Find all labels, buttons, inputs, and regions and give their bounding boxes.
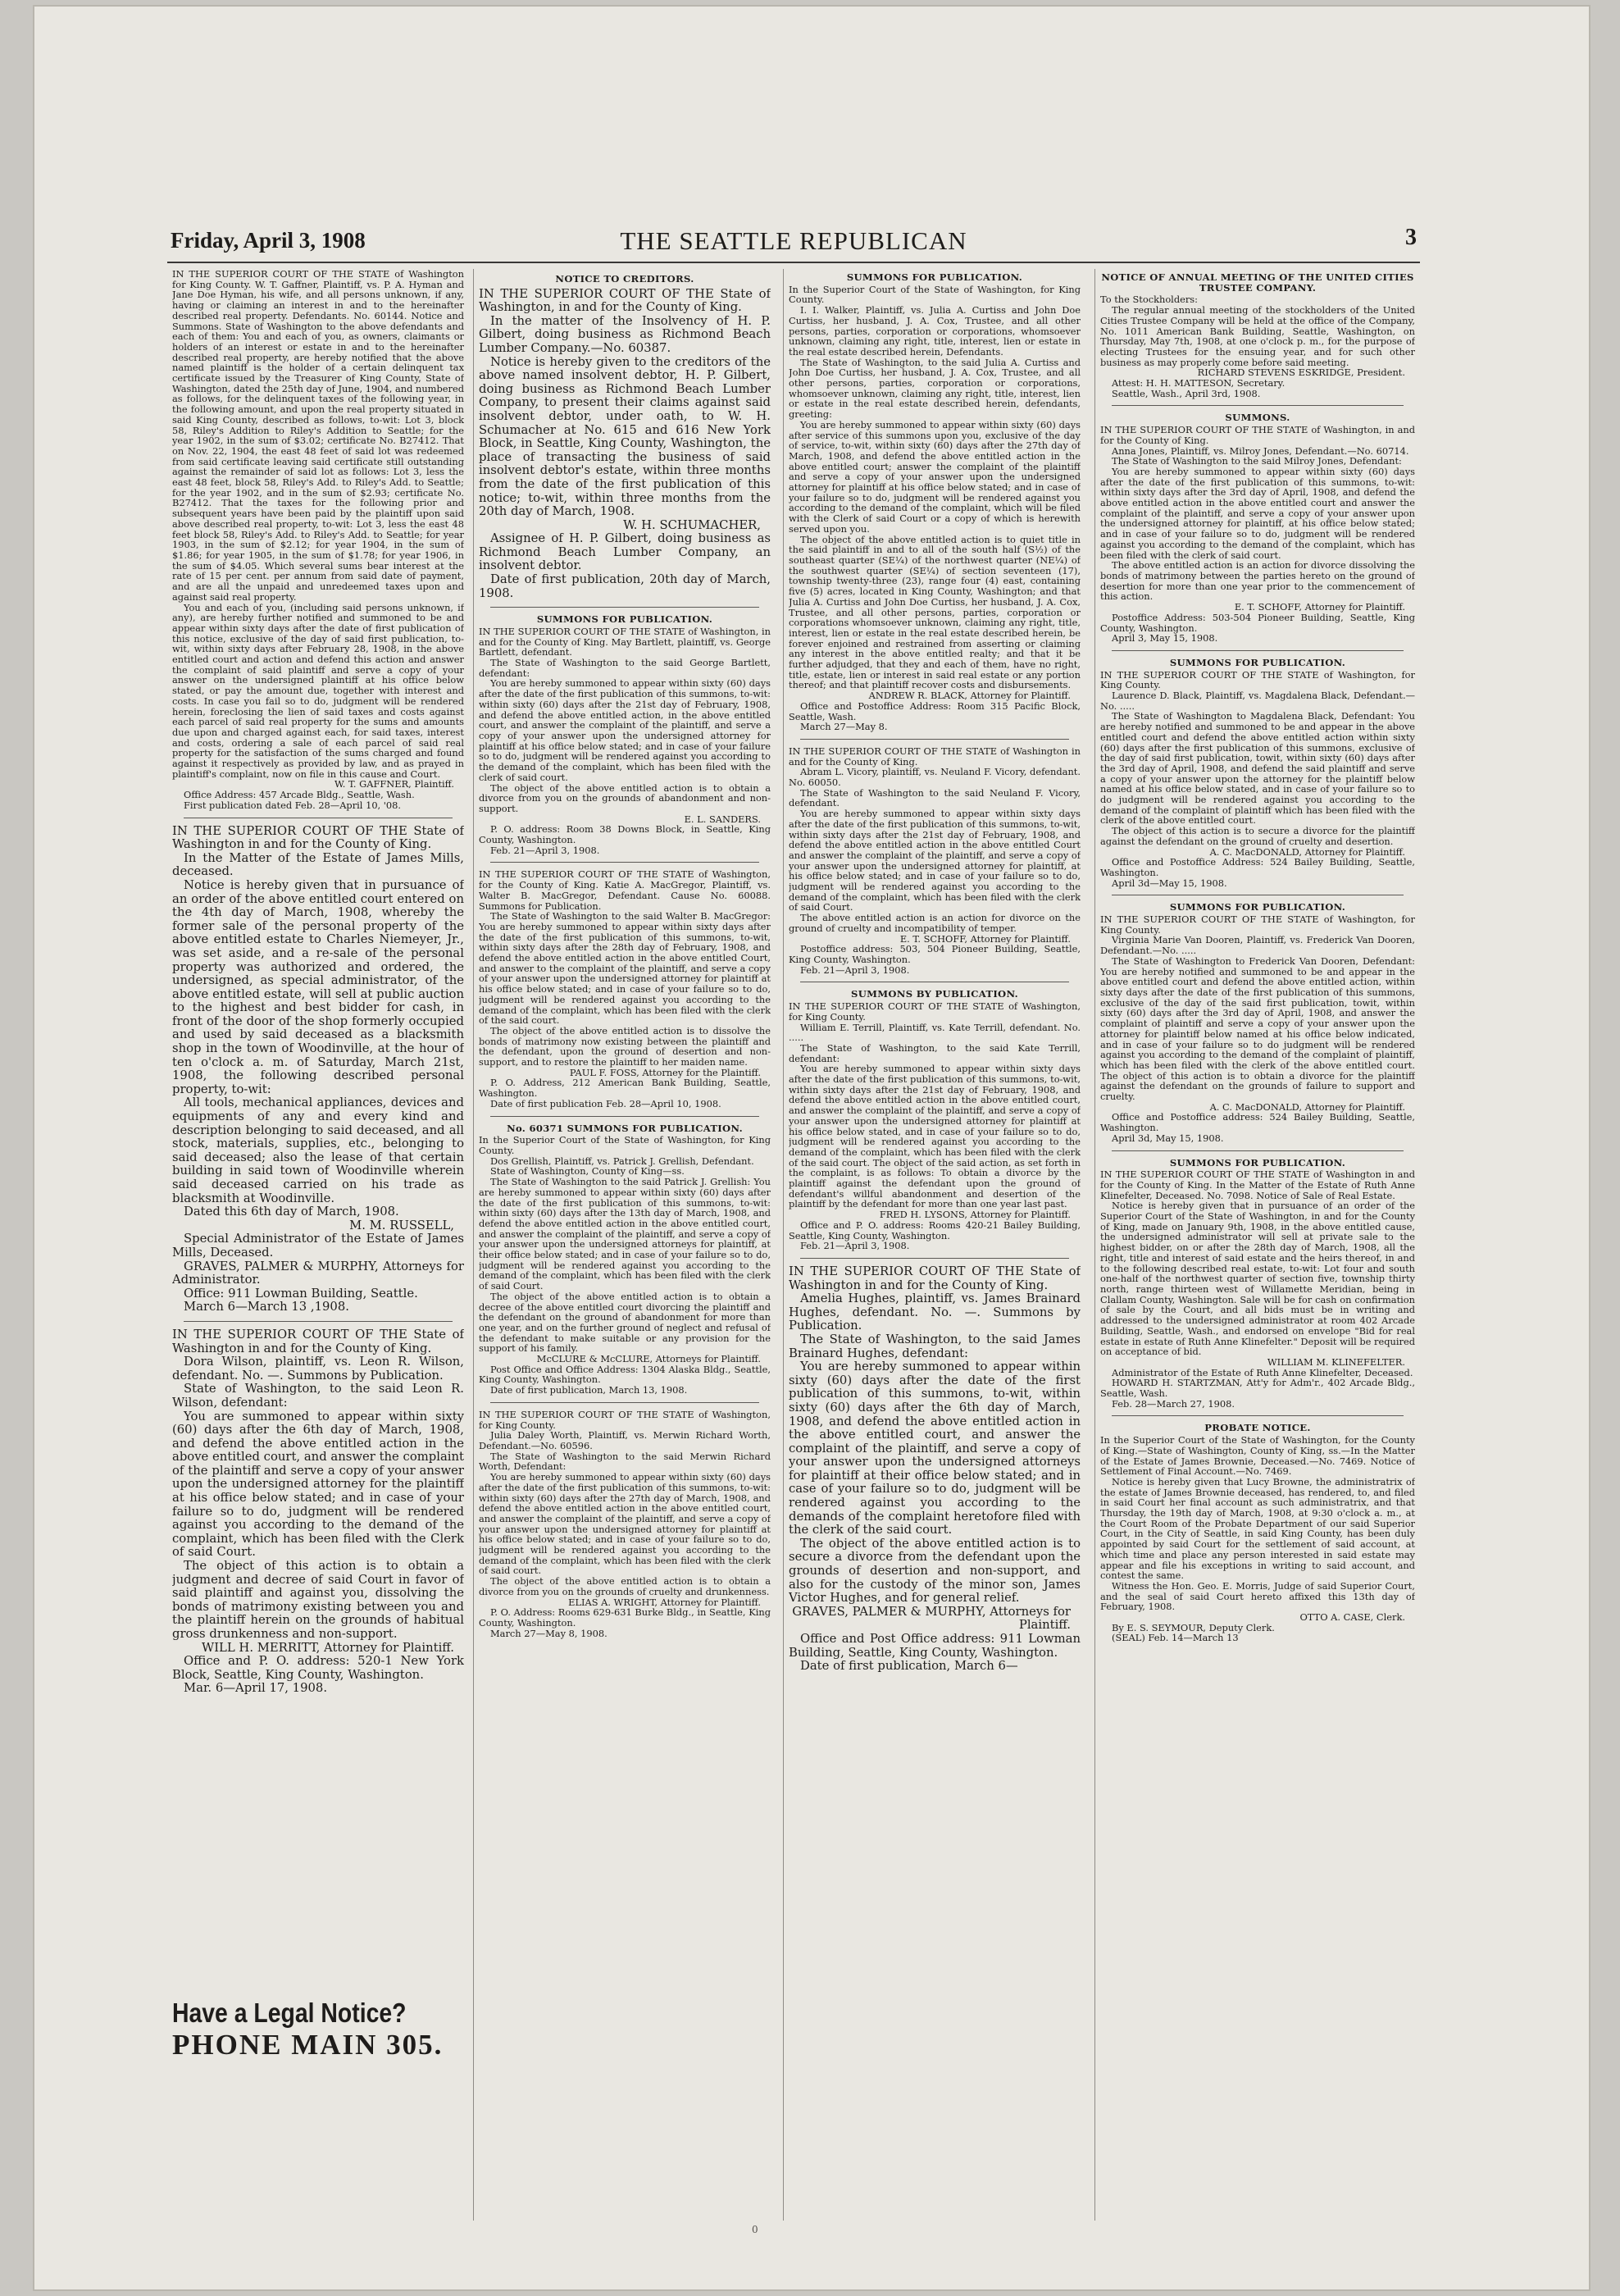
column-divider: [1094, 269, 1095, 2221]
notice-separator: [490, 862, 759, 863]
newspaper-title: THE SEATTLE REPUBLICAN: [620, 226, 967, 255]
notice-paragraph: To the Stockholders:: [1100, 294, 1198, 306]
notice-paragraph: The State of Washington to the said Merwin Richard Worth, Defendant:: [479, 1450, 771, 1473]
column-3: [789, 269, 1081, 2253]
notice-paragraph: The State of Washington to Magdalena Black, Defendant: You are hereby notified and summoned to be and appear in the above entitled court and defend the above entitled action within sixty (60) days after the first publication of this summons, exclusive of the day of said first publication, towit, within sixty (60) days after the 3rd day of April, 1908, and defend the said plaintiff and serve a copy of your answer upon the attorney for the plaintiff below named at his office below stated, and in case of your failure so to do judgment will be rendered against you according to the demand of the complaint of plaintiff which has been filed with the clerk of the above entitled court.: [1100, 710, 1415, 827]
legal-notice: [1100, 412, 1415, 643]
notice-paragraph: The State of Washington to the said George Bartlett, defendant:: [479, 657, 771, 679]
notice-signature-line: Date of first publication, March 6—: [800, 1659, 1018, 1674]
notice-paragraph: You are hereby summoned to appear within sixty (60) days after the date of the first publication of this summons, to-wit: within sixty days after the 3rd day of April, 1908, and defend the above entitled action in the above entitled court and answer the complaint of the plaintiff, and serve a copy of your answer upon the undersigned attorney for plaintiff, at his office below stated; and in case of your failure so to do, judgment will be rendered against you according to the demand of the complaint, which has been filed with the clerk of said court.: [1100, 465, 1415, 561]
legal-notice: [1100, 272, 1415, 399]
notice-paragraph: The above entitled action is an action for divorce on the ground of cruelty and incompatibility of temper.: [789, 912, 1081, 934]
notice-signature-line: Administrator of the Estate of Ruth Anne Klinefelter, Deceased.: [1112, 1366, 1413, 1378]
notice-heading: NOTICE TO CREDITORS.: [555, 273, 694, 285]
column-1: [172, 269, 464, 2253]
notice-heading: SUMMONS BY PUBLICATION.: [851, 988, 1018, 1000]
notice-signature-line: P. O. Address: Rooms 629-631 Burke Bldg., in Seattle, King County, Washington.: [479, 1606, 771, 1629]
notice-paragraph: Dos Grellish, Plaintiff, vs. Patrick J. Grellish, Defendant.: [490, 1155, 754, 1167]
notice-paragraph: In the Superior Court of the State of Washington, for King County.: [789, 283, 1081, 306]
notice-paragraph: The object of the above entitled action is to obtain a divorce from you on the grounds of cruelty and drunkenness.: [479, 1575, 771, 1597]
notice-paragraph: The State of Washington to the said Patrick J. Grellish: You are hereby summoned to appear within sixty (60) days after the date of the first publication of this summons, to-wit: within sixty (60) days after the 13th day of March, 1908, and defend the above entitled action in the above entitled court, and answer the complaint of the plaintiff, and serve a copy of your answer upon the undersigned attorneys for plaintiff, at their office below stated; and in case of your failure so to do, judgment will be rendered against you according to the demand of the complaint, which has been filed with the clerk of said Court.: [479, 1176, 771, 1292]
notice-separator: [490, 607, 759, 608]
notice-heading: SUMMONS FOR PUBLICATION.: [1169, 1156, 1346, 1168]
notice-paragraph: You are hereby summoned to appear within sixty days after the date of the first publication of this summons, to-wit, within sixty days after the 21st day of February, 1908, and defend the above entitled action in the above entitled Court and answer the complaint of the plaintiff, and serve a copy of your answer upon the undersigned attorney for plaintiff, at his office below stated; and in case of your failure so to do, judgment will be rendered against you according to the demand of the complaint, which has been filed with the clerk of said Court.: [789, 808, 1081, 913]
notice-signature-line: March 27—May 8, 1908.: [490, 1627, 608, 1639]
notice-signature-line: P. O. address: Room 38 Downs Block, in Seattle, King County, Washington.: [479, 823, 771, 846]
notice-paragraph: Dora Wilson, plaintiff, vs. Leon R. Wilson, defendant. No. —. Summons by Publication.: [172, 1355, 464, 1383]
page-footer-mark: 0: [752, 2224, 758, 2235]
notice-signature-line: Date of first publication Feb. 28—April 10, 1908.: [490, 1097, 721, 1109]
notice-heading: SUMMONS FOR PUBLICATION.: [536, 613, 713, 626]
notice-heading: SUMMONS FOR PUBLICATION.: [1169, 901, 1346, 913]
legal-notice: [479, 869, 771, 1109]
notice-paragraph: Amelia Hughes, plaintiff, vs. James Brainard Hughes, defendant. No. —. Summons by Publication.: [789, 1292, 1081, 1333]
legal-notice: [1100, 1158, 1415, 1410]
legal-notice: [789, 746, 1081, 975]
notice-paragraph: You are summoned to appear within sixty (60) days after the 6th day of March, 1908, and defend the above entitled action in the above entitled court, and answer the complaint of the plaintiff and serve a copy of your answer upon the undersigned attorney for the plaintiff at his office below stated; and in case of your failure so to do, judgment will be rendered against you according to the demand of the complaint, which has been filed with the Clerk of said Court.: [172, 1409, 464, 1560]
notice-separator: [490, 1402, 759, 1403]
notice-paragraph: IN THE SUPERIOR COURT OF THE STATE of Washington, in and for the County of King. May Bartlett, plaintiff, vs. George Bartlett, defendant.: [479, 625, 771, 658]
notice-paragraph: Anna Jones, Plaintiff, vs. Milroy Jones, Defendant.—No. 60714.: [1112, 444, 1409, 457]
notice-paragraph: IN THE SUPERIOR COURT OF THE STATE of Washington, for King County.: [1100, 668, 1415, 691]
notice-paragraph: Virginia Marie Van Dooren, Plaintiff, vs. Frederick Van Dooren, Defendant.—No. .....: [1100, 934, 1415, 957]
notice-paragraph: In the matter of the Insolvency of H. P. Gilbert, doing business as Richmond Beach Lumber Company.—No. 60387.: [479, 313, 771, 355]
notice-separator: [1112, 405, 1404, 406]
notice-signature-line: W. H. SCHUMACHER,: [623, 517, 761, 532]
notice-signature-line: Office and Post Office address: 911 Lowman Building, Seattle, King County, Washington.: [789, 1632, 1081, 1660]
notice-paragraph: IN THE SUPERIOR COURT OF THE STATE of Washington for King County. W. T. Gaffner, Plaintiff, vs. P. A. Hyman and Jane Doe Hyman, his wife, and all persons unknown, if any, having or claiming an interest in and to the hereinafter described real property. Defendants. No. 60144. Notice and Summons. State of Washington to the above defendants and each of them: You and each of you, as owners, claimants or holders of an interest or estate in and to the hereinafter described real property, are hereby notified that the above named plaintiff is the holder of a certain delinquent tax certificate issued by the Treasurer of King County, State of Washington, dated the 25th day of June, 1904, and numbered as follows, for the delinquent taxes of the following year, in the following amount, and upon the real property situated in said King County, described as follows, to-wit: Lot 3, block 58, Riley's Addition to Riley's Addition to Seattle; for the year 1902, in the sum of $3.02; certificate No. B27412. That on Nov. 22, 1904, the east 48 feet of said lot was redeemed from said certificate leaving said certificate still outstanding against the remainder of said lot as follows: Lot 3, less the east 48 feet, block 58, Riley's Add. to Riley's Add. to Seattle; for the year 1902, and in the sum of $2.93; certificate No. B27412. That the taxes for the following prior and subsequent years have been paid by the plaintiff upon said above described real property, to-wit: Lot 3, less the east 48 feet block 58, Riley's Add. to Riley's Add. to Seattle; for year 1903, in the sum of $2.12; for year 1904, in the sum of $1.86; for year 1905, in the sum of $1.78; for year 1906, in the sum of $4.05. Which several sums bear interest at the rate of 15 per cent. per annum from said date of payment, and are all the unpaid and unredeemed taxes upon and against said real property.: [172, 269, 464, 603]
notice-paragraph: The State of Washington to Frederick Van Dooren, Defendant: You are hereby notified and summoned to be and appear in the above entitled court and defend the above entitled action, within sixty days after the date of the first publication of this summons, exclusive of the day of the said first publication, towit, within sixty (60) days after the 3rd day of April, 1908, and answer the complaint of plaintiff and serve a copy of your answer upon the attorney for plaintiff below named at his office below indicated, and in case of your failure so to do judgment will be rendered against you according to the demand of the complaint of plaintiff, which has been filed with the clerk of the above entitled court. The object of this action is to obtain a divorce for the plaintiff against the defendant on the grounds of failure to support and cruelty.: [1100, 954, 1415, 1103]
notice-paragraph: State of Washington, to the said Leon R. Wilson, defendant:: [172, 1382, 464, 1410]
legal-notice: [789, 272, 1081, 732]
notice-paragraph: The object of the above entitled action is to quiet title in the said plaintiff in and to all of the south half (S½) of the southeast quarter (SE¼) of the northwest quarter (NE¼) of the southwest quarter (SE¼) of section seventeen (17), township twenty-three (23), range four (4) east, containing five (5) acres, located in King County, Washington; and that Julia A. Curtiss and John Doe Curtiss, her husband, J. A. Cox, Trustee, and all other persons, parties, corporation or corporations whomsoever unknown, claiming any right, title, interest, lien or estate in the real estate described herein, be forever enjoined and restrained from asserting or claiming any interest in the above entitled realty; and that it be further adjudged, that they and each of them, have no right, title, estate, lien or interest in said real estate or any portion thereof; and that plaintiff recover costs and disbursements.: [789, 533, 1081, 691]
notice-signature-line: Date of first publication, 20th day of March, 1908.: [479, 572, 771, 600]
notice-signature-line: April 3d—May 15, 1908.: [1112, 877, 1227, 889]
notice-paragraph: You are hereby summoned to appear within sixty days after the date of the first publication of this summons, to-wit, within sixty days after the 21st day of February, 1908, and defend the above entitled action in the above entitled court, and answer the complaint of the plaintiff, and serve a copy of your answer upon the undersigned attorney for plaintiff at his office below stated, and in case of your failure so to do, judgment will be rendered against you according to the demand of the complaint, which has been filed with the clerk of the said court. The object of the said action, as set forth in the complaint, is as follows: To obtain a divorce by the plaintiff against the defendant upon the ground of defendant's willful abandonment and desertion of the plaintiff by the defendant for more than one year last past.: [789, 1063, 1081, 1210]
notice-signature-line: Date of first publication, March 13, 1908.: [490, 1384, 688, 1396]
notice-paragraph: Abram L. Vicory, plaintiff, vs. Neuland F. Vicory, defendant. No. 60050.: [789, 766, 1081, 789]
notice-paragraph: The object of this action is to obtain a judgment and decree of said Court in favor of said plaintiff and against you, dissolving the bonds of matrimony existing between you and the plaintiff herein on the grounds of habitual gross drunkenness and non-support.: [172, 1559, 464, 1641]
notice-signature-line: Office: 911 Lowman Building, Seattle.: [184, 1286, 418, 1301]
notice-paragraph: You are hereby summoned to appear within sixty (60) days after the date of the first publication of this summons, to-wit, within sixty (60) days after the 6th day of March, 1908, and defend the above entitled action in the above entitled court, and answer the complaint of the plaintiff, and serve a copy of your answer upon the undersigned attorneys for plaintiff at their office below stated; and in case of your failure so to do, judgment will be rendered against you according to the demands of the complaint heretofore filed with the clerk of the said court.: [789, 1360, 1081, 1538]
notice-signature-line: Office Address: 457 Arcade Bldg., Seattle, Wash.: [184, 789, 415, 801]
notice-signature-line: April 3, May 15, 1908.: [1112, 632, 1218, 645]
legal-notice: [479, 1410, 771, 1638]
notice-signature-line: WILL H. MERRITT, Attorney for Plaintiff.: [202, 1640, 454, 1655]
notice-paragraph: IN THE SUPERIOR COURT OF THE STATE of Washington, for King County.: [479, 1408, 771, 1431]
notice-signature-line: W. T. GAFFNER, Plaintiff.: [334, 778, 454, 790]
notice-separator: [800, 739, 1069, 740]
column-2: [479, 269, 771, 2253]
notice-paragraph: IN THE SUPERIOR COURT OF THE STATE of Washington, in and for the County of King.: [1100, 424, 1415, 446]
notice-heading: SUMMONS FOR PUBLICATION.: [1169, 656, 1346, 668]
notice-signature-line: First publication dated Feb. 28—April 10, '08.: [184, 799, 402, 811]
notice-paragraph: IN THE SUPERIOR COURT OF THE State of Washington, in and for the County of King.: [479, 286, 771, 315]
notice-paragraph: All tools, mechanical appliances, devices and equipments of any and every kind and description belonging to said deceased, and all stock, materials, supplies, etc., belonging to said deceased; also the lease of that certain building in said town of Woodinville wherein said deceased carried on his trade as blacksmith at Woodinville.: [172, 1096, 464, 1205]
legal-notice: [789, 989, 1081, 1251]
legal-notice: [479, 614, 771, 855]
notice-paragraph: IN THE SUPERIOR COURT OF THE STATE of Washington, for the County of King. Katie A. MacGregor, Plaintiff, vs. Walter B. MacGregor, Defendant. Cause No. 60088. Summons for Publication.: [479, 868, 771, 912]
notice-signature-line: Postoffice Address: 503-504 Pioneer Building, Seattle, King County, Washington.: [1100, 611, 1415, 634]
notice-paragraph: I. I. Walker, Plaintiff, vs. Julia A. Curtiss and John Doe Curtiss, her husband, J. A. Cox, Trustee, and all other persons, parties, corporation or corporations, whomsoever unknown, claiming any right, title, interest, lien or estate in the real estate described herein, Defendants.: [789, 304, 1081, 358]
notice-signature-line: GRAVES, PALMER & MURPHY, Attorneys for Administrator.: [172, 1259, 464, 1287]
notice-signature-line: Seattle, Wash., April 3rd, 1908.: [1112, 387, 1261, 399]
newspaper-page: [33, 5, 1590, 2291]
notice-signature-line: ELIAS A. WRIGHT, Attorney for Plaintiff.: [568, 1596, 761, 1608]
notice-signature-line: E. T. SCHOFF, Attorney for Plaintiff.: [1234, 601, 1405, 613]
notice-signature-line: March 6—March 13 ,1908.: [184, 1300, 349, 1314]
notice-paragraph: Witness the Hon. Geo. E. Morris, Judge of said Superior Court, and the seal of said Court hereto affixed this 13th day of February, 1908.: [1100, 1579, 1415, 1613]
notice-signature-line: Attest: H. H. MATTESON, Secretary.: [1112, 377, 1286, 390]
notice-signature-line: Mar. 6—April 17, 1908.: [184, 1681, 328, 1696]
notice-heading: No. 60371 SUMMONS FOR PUBLICATION.: [507, 1122, 743, 1134]
notice-signature-line: HOWARD H. STARTZMAN, Att'y for Adm'r., 402 Arcade Bldg., Seattle, Wash.: [1100, 1377, 1415, 1400]
notice-signature-line: Post Office and Office Address: 1304 Alaska Bldg., Seattle, King County, Washington.: [479, 1363, 771, 1386]
notice-paragraph: William E. Terrill, Plaintiff, vs. Kate Terrill, defendant. No. .....: [789, 1021, 1081, 1044]
notice-signature-line: Feb. 21—April 3, 1908.: [490, 844, 600, 856]
notice-signature-line: Office and Postoffice address: 524 Bailey Building, Seattle, Washington.: [1100, 1111, 1415, 1134]
legal-notice: [1100, 902, 1415, 1143]
notice-paragraph: You are hereby summoned to appear within sixty (60) days after the date of the first publication of this summons, to-wit: within sixty (60) days after the 21st day of February, 1908, and defend the above entitled action, in the above entitled court, and answer the complaint of the plaintiff, and serve a copy of your answer upon the undersigned attorney for plaintiff at his office below stated; and in case of your failure so to do, judgment will be rendered against you according to the demand of the complaint, which has been filed with the clerk of said court.: [479, 677, 771, 783]
notice-paragraph: IN THE SUPERIOR COURT OF THE STATE of Washington in and for the County of King.: [789, 745, 1081, 768]
notice-signature-line: By E. S. SEYMOUR, Deputy Clerk.: [1112, 1621, 1275, 1633]
notice-signature-line: April 3d, May 15, 1908.: [1112, 1132, 1224, 1144]
notice-paragraph: Dated this 6th day of March, 1908.: [184, 1205, 399, 1219]
legal-notice: [172, 269, 464, 811]
notice-signature-line: RICHARD STEVENS ESKRIDGE, President.: [1197, 367, 1405, 379]
notice-paragraph: The regular annual meeting of the stockholders of the United Cities Trustee Company will be held at the office of the Company, No. 1011 American Bank Building, Seattle, Washington, on Thursday, May 7th, 1908, at one o'clock p. m., for the purpose of electing Trustees for the ensuing year, and for such other business as may properly come before said meeting.: [1100, 304, 1415, 368]
page-number: 3: [1405, 225, 1417, 250]
notice-heading: NOTICE OF ANNUAL MEETING OF THE UNITED CITIES TRUSTEE COMPANY.: [1101, 271, 1414, 294]
notice-paragraph: Notice is hereby given that in pursuance of an order of the Superior Court of the State of Washington, in and for the County of King, made on January 9th, 1908, in the above entitled cause, the undersigned administrator will sell at private sale to the highest bidder, on or after the 28th day of March, 1908, all the right, title and interest of said estate and the heirs thereof, in and to the following described real estate, to-wit: Lot four and south one-half of the northwest quarter of section five, township thirty north, range thirteen west of Willamette Meridian, being in Clallam County, Washington. Sale will be for cash on confirmation of sale by the Court, and all bids must be in writing and addressed to the undersigned administrator at room 402 Arcade Building, Seattle, Wash., and endorsed on envelope "Bid for real estate in estate of Ruth Anne Klinefelter." Deposit will be required on acceptance of bid.: [1100, 1200, 1415, 1358]
notice-paragraph: Notice is hereby given that Lucy Browne, the administratrix of the estate of James Brownie deceased, has rendered, to, and filed in said Court her final account as such administratrix, and that Thursday, the 19th day of March, 1908, at 9:30 o'clock a. m., at the Court Room of the Probate Department of our said Superior Court, in the City of Seattle, in said King County, has been duly appointed by said Court for the settlement of said account, at which time and place any person interested in said estate may appear and file his exceptions in writing to said account, and contest the same.: [1100, 1475, 1415, 1582]
notice-signature-line: (SEAL) Feb. 14—March 13: [1112, 1632, 1239, 1644]
notice-separator: [184, 1321, 453, 1322]
legal-notice: [479, 1123, 771, 1396]
notice-signature-line: FRED H. LYSONS, Attorney for Plaintiff.: [879, 1209, 1071, 1221]
notice-paragraph: The object of this action is to secure a divorce for the plaintiff against the defendant on the ground of cruelty and desertion.: [1100, 825, 1415, 847]
notice-signature-line: A. C. MacDONALD, Attorney for Plaintiff.: [1209, 1100, 1405, 1113]
notice-paragraph: Laurence D. Black, Plaintiff, vs. Magdalena Black, Defendant.—No. .....: [1100, 690, 1415, 712]
notice-paragraph: The State of Washington, to the said Kate Terrill, defendant:: [789, 1041, 1081, 1064]
notice-separator: [1112, 1150, 1404, 1151]
notice-paragraph: Notice is hereby given to the creditors of the above named insolvent debtor, H. P. Gilbert, doing business as Richmond Beach Lumber Company, to present their claims against said insolvent debtor, under oath, to W. H. Schumacher at No. 615 and 616 New York Block, in Seattle, King County, Washington, the place of transacting the business of said insolvent debtor's estate, within three months from the date of the first publication of this notice; to-wit, within three months from the 20th day of March, 1908.: [479, 354, 771, 519]
ad-headline: Have a Legal Notice?: [172, 1998, 407, 2028]
notice-paragraph: The State of Washington to the said Neuland F. Vicory, defendant.: [789, 786, 1081, 809]
notice-paragraph: In the Superior Court of the State of Washington, for the County of King.—State of Washington, County of King, ss.—In the Matter of the Estate of James Brownie, Deceased.—No. 7469. Notice of Settlement of Final Account.—No. 7469.: [1100, 1434, 1415, 1478]
legal-notice: [789, 1265, 1081, 1674]
notice-signature-line: Feb. 21—April 3, 1908.: [800, 1240, 910, 1252]
notice-paragraph: IN THE SUPERIOR COURT OF THE STATE of Washington, for King County.: [789, 1000, 1081, 1023]
notice-signature-line: M. M. RUSSELL,: [349, 1218, 454, 1232]
notice-signature-line: A. C. MacDONALD, Attorney for Plaintiff.: [1209, 845, 1405, 858]
column-divider: [783, 269, 784, 2221]
legal-notice: [172, 825, 464, 1314]
notice-separator: [1112, 650, 1404, 651]
notice-paragraph: In the Superior Court of the State of Washington, for King County.: [479, 1134, 771, 1156]
notice-signature-line: PAUL F. FOSS, Attorney for the Plaintiff.: [569, 1066, 761, 1078]
notice-signature-line: E. L. SANDERS.: [684, 813, 761, 825]
ad-phone: PHONE MAIN 305.: [172, 2029, 444, 2061]
notice-signature-line: WILLIAM M. KLINEFELTER.: [1267, 1355, 1405, 1368]
notice-paragraph: IN THE SUPERIOR COURT OF THE State of Washington in and for the County of King.: [172, 1327, 464, 1355]
notice-paragraph: IN THE SUPERIOR COURT OF THE STATE of Washington, for King County.: [1100, 913, 1415, 936]
notice-signature-line: Special Administrator of the Estate of James Mills, Deceased.: [172, 1232, 464, 1260]
notice-signature-line: Feb. 21—April 3, 1908.: [800, 963, 910, 976]
notice-signature-line: E. T. SCHOFF, Attorney for Plaintiff.: [899, 932, 1071, 945]
notice-paragraph: State of Washington, County of King—ss.: [490, 1165, 685, 1178]
notice-signature-line: GRAVES, PALMER & MURPHY, Attorneys for Plaintiff.: [792, 1604, 1071, 1633]
notice-paragraph: In the Matter of the Estate of James Mills, deceased.: [172, 850, 464, 879]
notice-paragraph: The object of the above entitled action is to dissolve the bonds of matrimony now existing between the plaintiff and the defendant, upon the ground of desertion and non-support, and to restore the plaintiff to her maiden name.: [479, 1024, 771, 1068]
legal-notice-advertisement: [172, 1998, 464, 2061]
notice-heading: SUMMONS FOR PUBLICATION.: [846, 271, 1023, 283]
notice-paragraph: The State of Washington to the said Walter B. MacGregor: You are hereby summoned to appear within sixty days after the date of the first publication of this summons, to-wit, within sixty days after the 28th day of February, 1908, and defend the above entitled action in the above entitled Court, and answer to the complaint of the plaintiff, and serve a copy of your answer upon the undersigned attorney for plaintiff at his office below stated; and in case of your failure so to do, judgment will be rendered against you according to the demand of the complaint, which has been filed with the clerk of the said court.: [479, 910, 771, 1027]
notice-signature-line: Office and P. O. address: 520-1 New York Block, Seattle, King County, Washington.: [172, 1654, 464, 1682]
notice-paragraph: Julia Daley Worth, Plaintiff, vs. Merwin Richard Worth, Defendant.—No. 60596.: [479, 1429, 771, 1451]
notice-separator: [1112, 1415, 1404, 1416]
notice-paragraph: IN THE SUPERIOR COURT OF THE State of Washington in and for the County of King.: [172, 823, 464, 852]
notice-signature-line: Office and P. O. address: Rooms 420-21 Bailey Building, Seattle, King County, Washington.: [789, 1219, 1081, 1241]
notice-paragraph: You are hereby summoned to appear within sixty (60) days after service of this summons upon you, exclusive of the day of service, to-wit, within sixty (60) days after the 27th day of March, 1908, and defend the above entitled action in the above entitled court; answer the complaint of the plaintiff and serve a copy of your answer upon the undersigned attorney for plaintiff at his office below stated; and in case of your failure so to do, judgment will be rendered against you according to the demand of the complaint, which will be filed with the Clerk of said Court or a copy of which is herewith served upon you.: [789, 418, 1081, 535]
notice-signature-line: McCLURE & McCLURE, Attorneys for Plaintiff.: [536, 1353, 761, 1365]
notice-separator: [800, 1258, 1069, 1259]
notice-paragraph: You are hereby summoned to appear within sixty (60) days after the date of the first publication of this summons, to-wit: within sixty (60) days after the 27th day of March, 1908, and defend the above entitled action in the above entitled court, and answer the complaint of the plaintiff, and serve a copy of your answer upon the undersigned attorney for plaintiff at his office below stated; and in case of your failure so to do, judgment will be rendered against you according to the demand of the complaint, which has been filed with the clerk of said court.: [479, 1471, 771, 1577]
notice-heading: SUMMONS.: [1225, 412, 1290, 424]
notice-paragraph: The State of Washington to the said Milroy Jones, Defendant:: [1112, 455, 1402, 467]
notice-signature-line: March 27—May 8.: [800, 721, 888, 733]
notice-paragraph: IN THE SUPERIOR COURT OF THE State of Washington in and for the County of King.: [789, 1264, 1081, 1292]
notice-paragraph: Notice is hereby given that in pursuance of an order of the above entitled court entered on the 4th day of March, 1908, whereby the former sale of the personal property of the above entitled estate to Charles Niemeyer, Jr., was set aside, and a re-sale of the personal property was authorized and ordered, the undersigned, as special administrator, of the above entitled estate, will sell at public auction to the highest and best bidder for cash, in front of the door of the shop formerly occupied and used by said deceased as a blacksmith shop in the town of Woodinville, at the hour of ten o'clock a. m. of Saturday, March 21st, 1908, the following described personal property, to-wit:: [172, 877, 464, 1096]
notice-paragraph: You and each of you, (including said persons unknown, if any), are hereby further notified and summoned to be and appear within sixty days after the date of first publication of this notice, exclusive of the day of said first publication, to-wit, within sixty days after February 28, 1908, in the above entitled court and action and defend this action and answer the complaint of said plaintiff and serve a copy of your answer on the undersigned plaintiff at his office below stated, or pay the amount due, together with interest and costs. In case you fail so to do, judgment will be rendered herein, foreclosing the lien of said taxes and costs against each parcel of said real property for the sums and amounts due upon and charged against each, for said taxes, interest and costs, ordering a sale of each parcel of said real property for the satisfaction of the sums charged and found against it respectively as provided by law, and as prayed in plaintiff's complaint, now on file in this cause and Court.: [172, 601, 464, 780]
legal-notice: [172, 1328, 464, 1696]
legal-notice: [1100, 658, 1415, 888]
notice-signature-line: Assignee of H. P. Gilbert, doing business as Richmond Beach Lumber Company, an insolvent debtor.: [479, 531, 771, 573]
notice-signature-line: OTTO A. CASE, Clerk.: [1299, 1611, 1405, 1624]
notice-signature-line: Postoffice address: 503, 504 Pioneer Building, Seattle, King County, Washington.: [789, 943, 1081, 965]
legal-notice: [1100, 1423, 1415, 1643]
issue-date: Friday, April 3, 1908: [171, 228, 366, 253]
notice-paragraph: The object of the above entitled action is to obtain a decree of the above entitled court divorcing the plaintiff and the defendant on the ground of abandonment for more than one year, and on the further ground of neglect and refusal of the defendant to make suitable or any provision for the support of his family.: [479, 1290, 771, 1355]
notice-paragraph: The above entitled action is an action for divorce dissolving the bonds of matrimony between the parties hereto on the ground of desertion for more than one year prior to the commencement of this action.: [1100, 559, 1415, 603]
notice-signature-line: Feb. 28—March 27, 1908.: [1112, 1397, 1235, 1410]
notice-paragraph: The State of Washington, to the said Julia A. Curtiss and John Doe Curtiss, her husband, J. A. Cox, Trustee, and all other persons, parties, corporation or corporations, whomsoever unknown, claiming any right, title, interest, lien or estate in the real estate described herein, defendants, greeting:: [789, 356, 1081, 421]
header-rule: [167, 262, 1420, 263]
notice-paragraph: The object of the above entitled action is to obtain a divorce from you on the grounds of abandonment and non-support.: [479, 781, 771, 814]
legal-notice: [479, 272, 771, 600]
notice-heading: PROBATE NOTICE.: [1204, 1422, 1311, 1434]
notice-paragraph: IN THE SUPERIOR COURT OF THE STATE of Washington in and for the County of King. In the Matter of the Estate of Ruth Anne Klinefelter, Deceased. No. 7098. Notice of Sale of Real Estate.: [1100, 1168, 1415, 1201]
notice-signature-line: P. O. Address, 212 American Bank Building, Seattle, Washington.: [479, 1077, 771, 1100]
notice-paragraph: The State of Washington, to the said James Brainard Hughes, defendant:: [789, 1332, 1081, 1360]
notice-signature-line: Office and Postoffice Address: Room 315 Pacific Block, Seattle, Wash.: [789, 699, 1081, 722]
page-header: [171, 225, 1417, 262]
notice-signature-line: Office and Postoffice Address: 524 Bailey Building, Seattle, Washington.: [1100, 856, 1415, 878]
notice-paragraph: The object of the above entitled action is to secure a divorce from the defendant upon the grounds of desertion and non-support, and also for the custody of the minor son, James Victor Hughes, and for general relief.: [789, 1536, 1081, 1606]
notice-signature-line: ANDREW R. BLACK, Attorney for Plaintiff.: [868, 690, 1071, 702]
notice-separator: [490, 1116, 759, 1117]
column-4: [1100, 269, 1415, 2253]
column-divider: [473, 269, 474, 2221]
